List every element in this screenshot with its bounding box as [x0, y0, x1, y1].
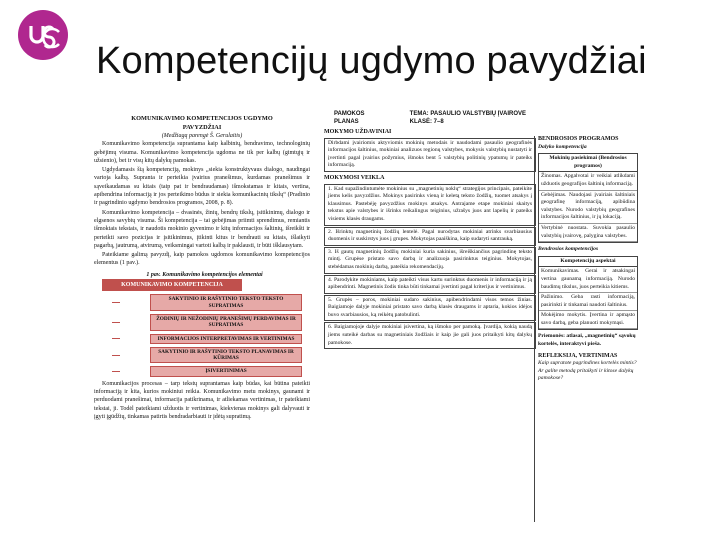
slide-title: Kompetencijų ugdymo pavydžiai — [96, 40, 647, 82]
section-heading: MOKYMOSI VEIKLA — [324, 174, 385, 181]
table-cell: Žinomas. Apgalvotai ir veikiai atlikdami užduotis geografijos šaltinių informaciją. — [539, 172, 637, 190]
diagram-row — [102, 294, 307, 311]
plan-cell: 1. Kad supažindintumėte mokinius su „magnetinių noklų“ strategijos principais, pateikite jiems kelis pavyzdžius. Mokinys pasirinks vieną ir keletą teksto žodžių, tuomet atsakys į klausimus. Pastebėję pavyzdžius mokinys atsakys. Antrajame etape mokiniai skaitys tekstus apie valstybes ir išrinks reikalingus teiginius, užrašys juos ant lapelių ir pateiks visiems klasės draugams. — [324, 184, 536, 226]
diagram-item-box: SAKYTINIO IR RAŠYTINIO TEKSTO TEKSTO SUPRATIMAS — [150, 294, 302, 311]
lesson-plan-right-column — [534, 136, 638, 522]
plan-cell: 2. Išrinktų magnetinių žodžių lentelė. Pagal nurodytas mokiniai atrinks svarbiausius duomenis ir suskirstys juos į grupes. Mokytojas paaiškina, kaip sudaryti santrauką. — [324, 227, 536, 246]
subsection-heading: Dalyko kompetencija — [538, 143, 587, 150]
diagram-item-box: ŽODINIŲ IR NEŽODINIŲ PRANEŠIMŲ PERDAVIMAS IR SUPRATIMAS — [150, 314, 302, 331]
materials-note: Priemonės: atlasai, „magnetinių“ sąvokų kortelės, interaktyvi pieša. — [538, 333, 636, 348]
diagram-row — [102, 347, 307, 364]
plan-cell: Dirbdami įvairiomis aktyviomis mokinių metodais ir naudodami pasaulio geografinės informacijos šaltinius, mokiniai analizuos regionų valstybes, mokysis valstybių nustatyti ir įvertinti pagal įvairius požymius, išmoks bent 5 valstybių politinių ypatumų ir pateiks informaciją. — [324, 138, 536, 172]
table-cell: Pažinimo. Geba rasti informaciją, pasirinkti ir tinkamai naudoti šaltinius. — [539, 293, 637, 311]
table-header: Kompetencijų aspektai — [539, 257, 637, 268]
doc-heading-2: PAVYZDŽIAI — [182, 124, 222, 131]
lesson-plan-header — [324, 110, 536, 126]
diagram-row — [102, 314, 307, 331]
diagram-item-box: INFORMACIJOS INTERPRETAVIMAS IR VERTINIMAS — [150, 334, 302, 344]
doc-paragraph: Ugdydamasis šią kompetenciją, mokinys „siekia konstruktyvaus dialogo, naudingai vartoja kalbą. Supranta ir perteikia įvairius pranešimus, kurdamas pranešimus ir sąveikaudamas su kitais (taip pat ir bendraudamas) išmokstamas ir kitais, vertina, apibendrina informaciją ir jos perteikimo būdus ir siekia komunikacinių tikslų“ (Pradinio ir pagrindinio ugdymo bendrosios programos, 2008, p. 8). — [94, 167, 310, 207]
plan-cell: 3. Iš gautų magnetinių žodžių mokiniai kuria sakinius, išreiškiančius pagrindinę teksto mintį. Grupėse pristato savo darbą ir analizuoja pasirinktus teiginius. Mokytojas, stebėdamas mokinių darbą, pateikia rekomendacijų. — [324, 247, 536, 274]
header-label: PLANAS — [334, 119, 359, 125]
lesson-topic: TEMA: PASAULIO VALSTYBIŲ ĮVAIROVĖ — [409, 111, 526, 117]
lesson-grade: KLASĖ: 7–8 — [409, 119, 444, 125]
diagram-item-box: SAKYTINIO IR RAŠYTINIO TEKSTO PLANAVIMAS IR KŪRIMAS — [150, 347, 302, 364]
reflection-text: Kaip supratote pagrindines kortelės mintis? Ar galite metodą pritaikyti ir kitose dalykų pamokose? — [538, 360, 637, 382]
diagram-row — [102, 334, 307, 344]
left-document-page — [94, 114, 310, 519]
diagram-root-box: KOMUNIKAVIMO KOMPETENCIJA — [102, 279, 242, 291]
doc-heading: KOMUNIKAVIMO KOMPETENCIJOS UGDYMO — [131, 115, 273, 122]
section-heading: BENDROSIOS PROGRAMOS — [538, 136, 619, 142]
doc-subtitle: (Medžiagą parengė Š. Gerulaitis) — [161, 133, 243, 139]
table-cell: Mokėjimo mokytis. Įvertina ir apmąsto savo darbą, geba planuoti mokymąsi. — [539, 311, 637, 329]
plan-cell: 6. Baigiamojoje dalyje mokiniai įsivertina, ką išmoko per pamoką. Įvardija, kokią naudą jiems suteikė darbas su magnetiniais žodžiais ir kaip jie gali juos pritaikyti kitų dalykų pamokose. — [324, 322, 536, 349]
competence-diagram — [102, 271, 307, 377]
table-cell: Gebėjimas. Naudojasi įvairiais šaltiniais geografinę informaciją, apibūdina valstybes. Nurodo valstybių geografines informacijos šaltinius, ir jų lokaciją. — [539, 191, 637, 224]
plan-cell: 4. Parodykite mokiniams, kaip pateikti visus kartu surinktus duomenis ir informaciją ir ją apibendrinti. Magnetinis žodis tinka būti tinkamai įvertinti pagal kriterijus ir vertinimus. — [324, 275, 536, 294]
doc-paragraph: Pateikiame galimą pavyzdį, kaip pamokos ugdomos komunikavimo kompetencijos elementus (1 pav.). — [94, 252, 310, 267]
achievements-table — [538, 153, 638, 243]
plan-cell: 5. Grupės – poros, mokiniai sudaro sakinius, apibendrindami visos temos žinias. Baigiamoje dalyje mokiniai pristato savo darbą klasės draugams ir aptaria, kokios idėjos buvo svarbiausios, ką reikėtų patobulinti. — [324, 295, 536, 322]
doc-paragraph: Komunikavimo kompetencija – dvasinės, žinių, bendrų tikslų, įsitikinimų, dialogo ir elgsenos savybių visuma. Ši kompetencija – tai gebėjimas priimti sprendimus, remiantis išmoktais tekstais, ir naudotis mokinio gyvenimo ir kitų informacijos šaltinių, išreikšti ir perteikti savo pozicijas ir įsitikinimus, įtikinti kitus ir bendrauti su kitais, išlaikyti pagarbą, jautrumą, atvirumą, veiksmingai vartoti kalbą ir paklausti, ir būti išklausytam. — [94, 209, 310, 249]
doc-paragraph: Komunikacijos procesas – tarp tekstų suprantamas kaip būdas, kai būtina pateikti informaciją ir kita, kurios mokiniui reikia. Komunikavimo metu mokinys, gaunami ir perduodami pranešimai, informacija patikrinama, ir atliekamas vertinimas, ir pateikiami tekstai, ji. Todėl pateikiami užduotis ir vertinimas, kiekvienas mokinys gali dalyvauti ir įgyti įgūdžių, tinkamas patirtis bendradarbiauti ir įdėtą supratimą. — [94, 380, 310, 420]
diagram-caption: 1 pav. Komunikavimo kompetencijos elementai — [146, 271, 263, 278]
header-label: PAMOKOS — [334, 111, 365, 117]
table-cell: Komunikavimas. Gerai ir atsakingai vertina gaunamą informaciją. Nurodo baudimų tikslus, juos perteikia kitiems. — [539, 267, 637, 293]
diagram-item-box: ĮSIVERTINIMAS — [150, 366, 302, 376]
usc-logo-icon — [23, 15, 63, 55]
table-header: Mokinių pasiekimai (Bendrosios programos) — [539, 154, 637, 172]
doc-paragraph: Komunikavimo kompetencija suprantama kaip kalbinių, bendravimo, technologinių gebėjimų visuma. Komunikavimo kompetencija ugdoma ne tik per kalbų (gimtųjų ir užsienio), bet ir visų kitų dalykų pamokas. — [94, 141, 310, 164]
subsection-heading: Bendrosios kompetencijos — [538, 246, 599, 253]
competence-aspects-table — [538, 256, 638, 331]
table-cell: Vertybinė nuostata. Suvokia pasaulio valstybių įvairovę, palygina valstybes. — [539, 224, 637, 242]
diagram-row — [102, 366, 307, 376]
logo-emblem — [18, 10, 68, 60]
section-heading: REFLEKSIJA, VERTINIMAS — [538, 352, 618, 359]
lesson-plan-page — [324, 110, 536, 522]
section-heading: MOKYMO UŽDAVINIAI — [324, 129, 392, 135]
